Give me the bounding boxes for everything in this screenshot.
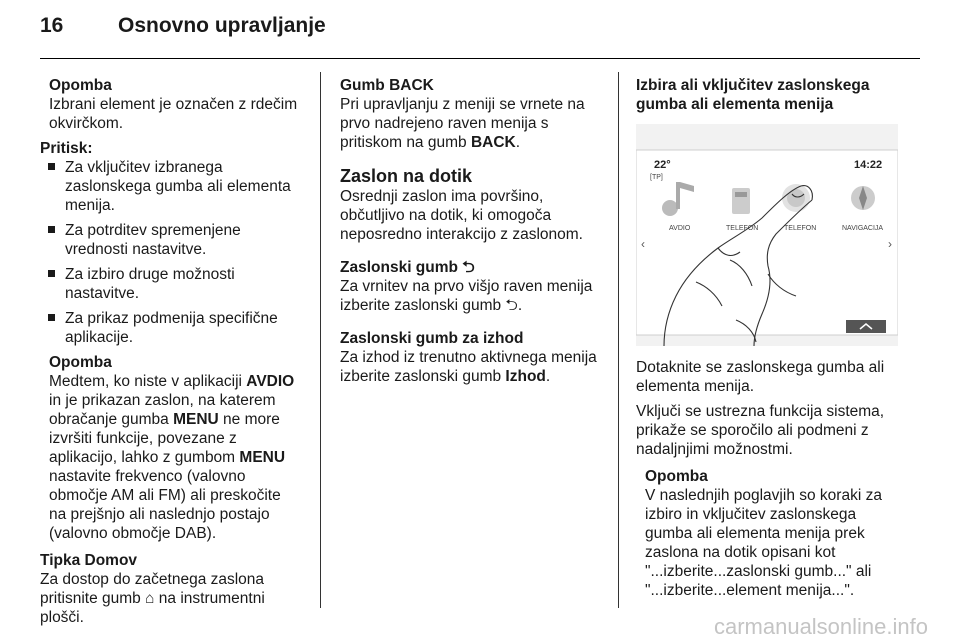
back-arrow-icon: ⮌ [505, 297, 518, 314]
note-text: V naslednjih poglavjih so koraki za izbiro in vključitev zaslonskega gumba ali elementa menija prek zaslona na dotik opisani kot "...izberite...zaslonski gumb..." ali "...izberite...element menija...". [645, 487, 882, 599]
page-header [0, 0, 960, 62]
note-block-2 [40, 353, 302, 543]
paragraph: Vključi se ustrezna funkcija sistema, prikaže se sporočilo ali podmeni z nadaljnjimi možnostmi. [636, 403, 885, 458]
home-icon: ⌂ [145, 590, 155, 607]
bullet-item: Za izbiro druge možnosti nastavitve. [40, 265, 302, 303]
column-divider-1 [320, 72, 321, 608]
note-text: Medtem, ko niste v aplikaciji AVDIO in je prikazan zaslon, na katerem obračanje gumba MENU ne more izvršiti funkcije, povezane z aplikacijo, lahko z gumbom MENU nastavite frekvenco (valovno območje AM ali FM) ali preskočite na prejšnjo ali naslednjo postajo (valovno območje DAB). [49, 373, 295, 542]
phone-keypad-icon [732, 188, 750, 214]
column-1 [40, 76, 302, 627]
home-key-text: Za dostop do začetnega zaslona pritisnite gumb ⌂ na instrumentni plošči. [40, 571, 265, 626]
note-text: Izbrani element je označen z rdečim okvirčkom. [49, 96, 298, 132]
column-2 [340, 76, 602, 386]
page-number: 16 [40, 14, 64, 37]
expand-tab [846, 320, 886, 333]
note-block-3 [636, 467, 904, 600]
note-title: Opomba [49, 354, 112, 371]
header-divider [40, 58, 920, 59]
menu-item-label: NAVIGACIJA [842, 225, 884, 232]
watermark: carmanualsonline.info [713, 614, 928, 639]
temperature-readout: 22° [654, 159, 671, 171]
note-title: Opomba [49, 77, 112, 94]
bullet-item: Za prikaz podmenija specifične aplikacije. [40, 309, 302, 347]
back-button-title: Gumb BACK [340, 77, 434, 94]
clock-readout: 14:22 [854, 159, 883, 171]
screen-back-title: Zaslonski gumb ⮌ [340, 259, 475, 276]
paragraph: Dotaknite se zaslonskega gumba ali elementa menija. [636, 359, 885, 395]
column-3 [636, 76, 904, 600]
pritisk-label: Pritisk: [40, 140, 93, 157]
touchscreen-text: Osrednji zaslon ima površino, občutljivo na dotik, ki omogoča neposredno interakcijo z zaslonom. [340, 188, 583, 243]
chevron-left-icon: ‹ [641, 237, 645, 251]
home-key-title: Tipka Domov [40, 552, 138, 569]
compass-icon [851, 186, 875, 210]
bullet-square-icon [48, 314, 55, 321]
page-title: Osnovno upravljanje [118, 14, 326, 37]
screen-back-text: Za vrnitev na prvo višjo raven menija izberite zaslonski gumb ⮌. [340, 278, 593, 314]
touchscreen-illustration [636, 124, 898, 346]
menu-item-label: TELEFON [726, 225, 759, 232]
column-divider-2 [618, 72, 619, 608]
bullet-item: Za vključitev izbranega zaslonskega gumba ali elementa menija. [40, 158, 302, 215]
exit-button-text: Za izhod iz trenutno aktivnega menija izberite zaslonski gumb Izhod. [340, 349, 597, 385]
bullet-square-icon [48, 163, 55, 170]
back-button-text: Pri upravljanju z meniji se vrnete na prvo nadrejeno raven menija s pritiskom na gumb BACK. [340, 96, 585, 151]
section-heading: Izbira ali vključitev zaslonskega gumba ali elementa menija [636, 77, 870, 113]
touchscreen-heading: Zaslon na dotik [340, 166, 473, 186]
bullet-square-icon [48, 270, 55, 277]
menu-item-label: AVDIO [669, 225, 691, 232]
note-block-1 [40, 76, 302, 133]
bullet-item: Za potrditev spremenjene vrednosti nastavitve. [40, 221, 302, 259]
exit-button-title: Zaslonski gumb za izhod [340, 330, 524, 347]
bullet-square-icon [48, 226, 55, 233]
menu-item-label: TELEFON [784, 225, 817, 232]
note-title: Opomba [645, 468, 708, 485]
chevron-right-icon: › [888, 237, 892, 251]
tp-indicator: [TP] [650, 174, 663, 181]
